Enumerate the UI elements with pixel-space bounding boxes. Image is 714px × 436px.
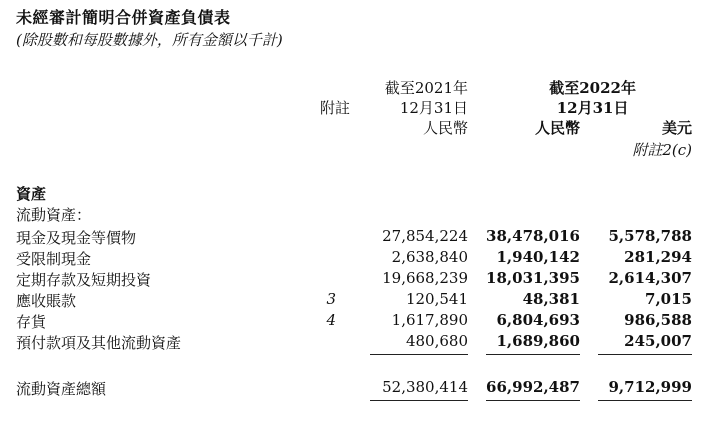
row-value-2021: 480,680: [405, 332, 468, 350]
col-2022-header: [549, 78, 636, 118]
statement-title: 未經審計簡明合併資產負債表: [16, 8, 231, 27]
row-value-2022: 6,804,693: [496, 311, 580, 329]
total-rule-2022: [486, 400, 580, 401]
subtotal-rule-usd: [598, 354, 692, 355]
table-row: [0, 290, 714, 311]
total-value-2021: 52,380,414: [382, 378, 468, 396]
row-value-2022: 18,031,395: [486, 269, 580, 287]
col-usd-note: 附註2(c): [632, 141, 692, 159]
col-2021-line2: 12月31日: [399, 99, 468, 117]
row-value-2022: 1,689,860: [496, 332, 580, 350]
col-2022-line1: 截至2022年: [549, 79, 636, 97]
row-value-2021: 1,617,890: [391, 311, 468, 329]
total-row: [0, 378, 714, 399]
table-row: [0, 248, 714, 269]
row-value-usd: 986,588: [624, 311, 692, 329]
subtotal-rule-2021: [370, 354, 468, 355]
row-label: 受限制現金: [16, 250, 92, 268]
table-row: [0, 332, 714, 353]
total-rule-usd: [598, 400, 692, 401]
col-2021-line1: 截至2021年: [384, 79, 468, 97]
subtotal-rule-2022: [486, 354, 580, 355]
row-value-usd: 245,007: [624, 332, 692, 350]
row-value-2021: 27,854,224: [382, 227, 468, 245]
statement-subtitle: (除股數和每股數據外，所有金額以千計): [16, 31, 283, 49]
table-row: [0, 227, 714, 248]
col-2022-line2: 12月31日: [556, 99, 629, 117]
total-value-usd: 9,712,999: [608, 378, 692, 396]
row-label: 預付款項及其他流動資產: [16, 334, 182, 352]
section-row: [0, 183, 714, 204]
row-label: 定期存款及短期投資: [16, 271, 152, 289]
col-2021-header: [385, 78, 468, 138]
table-row: [0, 269, 714, 290]
row-value-usd: 5,578,788: [608, 227, 692, 245]
row-note: 3: [326, 290, 336, 308]
row-value-2021: 2,638,840: [391, 248, 468, 266]
subsection-row: [0, 204, 714, 225]
row-value-2021: 120,541: [405, 290, 468, 308]
total-value-2022: 66,992,487: [486, 378, 580, 396]
row-label: 現金及現金等價物: [16, 229, 137, 247]
row-value-2022: 38,478,016: [486, 227, 580, 245]
row-note: 4: [326, 311, 336, 329]
row-value-usd: 281,294: [624, 248, 692, 266]
row-value-usd: 7,015: [645, 290, 692, 308]
row-value-usd: 2,614,307: [608, 269, 692, 287]
row-label: 存貨: [16, 313, 47, 331]
row-value-2022: 48,381: [522, 290, 580, 308]
row-value-2021: 19,668,239: [382, 269, 468, 287]
col-2021-currency: 人民幣: [422, 119, 468, 137]
table-row: [0, 311, 714, 332]
row-label: 應收賬款: [16, 292, 77, 310]
total-label: 流動資產總額: [16, 380, 107, 398]
col-usd-currency: 美元: [661, 119, 692, 137]
col-2022-currency: 人民幣: [534, 119, 580, 137]
section-assets: 資產: [16, 185, 47, 203]
note-column-header: 附註: [319, 99, 350, 117]
subsection-current-assets: 流動資產：: [16, 206, 92, 224]
total-rule-2021: [370, 400, 468, 401]
row-value-2022: 1,940,142: [496, 248, 580, 266]
